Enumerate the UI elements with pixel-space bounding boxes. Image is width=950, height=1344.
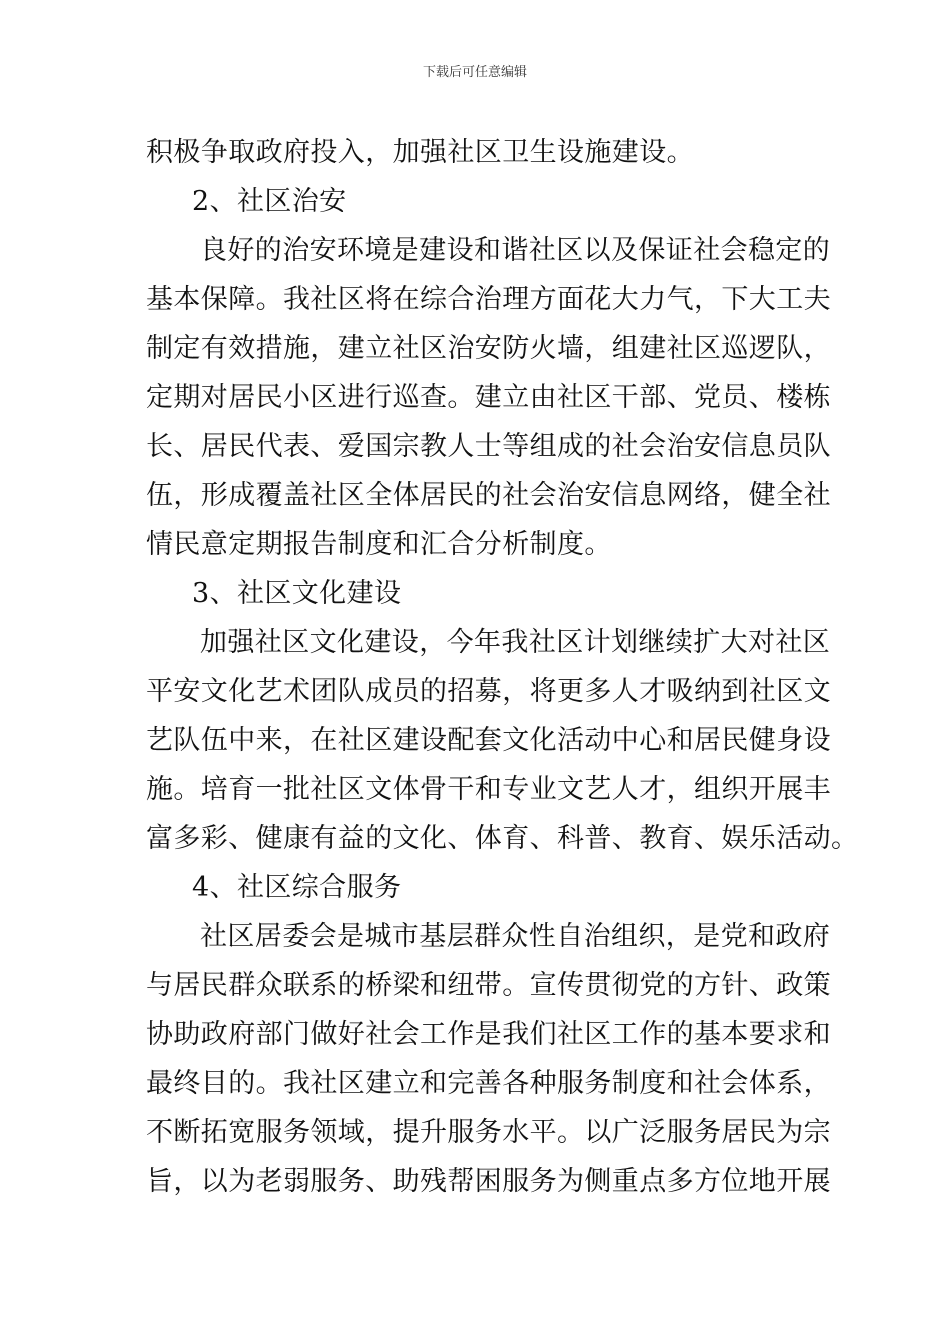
document-body	[146, 128, 859, 1206]
text-line: 积极争取政府投入，加强社区卫生设施建设。	[146, 137, 694, 168]
text-line: 基本保障。我社区将在综合治理方面花大力气，下大工夫	[146, 284, 831, 315]
text-line: 富多彩、健康有益的文化、体育、科普、教育、娱乐活动。	[146, 823, 859, 854]
text-line: 与居民群众联系的桥梁和纽带。宣传贯彻党的方针、政策	[146, 970, 831, 1001]
text-line: 良好的治安环境是建设和谐社区以及保证社会稳定的	[200, 235, 831, 266]
text-line: 长、居民代表、爱国宗教人士等组成的社会治安信息员队	[146, 431, 831, 462]
section-heading-culture: 3、社区文化建设	[192, 578, 402, 609]
text-line: 定期对居民小区进行巡查。建立由社区干部、党员、楼栋	[146, 382, 831, 413]
text-line: 旨，以为老弱服务、助残帮困服务为侧重点多方位地开展	[146, 1166, 831, 1197]
text-line: 施。培育一批社区文体骨干和专业文艺人才，组织开展丰	[146, 774, 831, 805]
text-line: 社区居委会是城市基层群众性自治组织，是党和政府	[200, 921, 831, 952]
text-line: 艺队伍中来，在社区建设配套文化活动中心和居民健身设	[146, 725, 831, 756]
page-header: 下载后可任意编辑	[422, 65, 527, 80]
text-line: 伍，形成覆盖社区全体居民的社会治安信息网络，健全社	[146, 480, 831, 511]
text-line: 平安文化艺术团队成员的招募，将更多人才吸纳到社区文	[146, 676, 831, 707]
text-line: 最终目的。我社区建立和完善各种服务制度和社会体系，	[146, 1068, 831, 1099]
text-line: 制定有效措施，建立社区治安防火墙，组建社区巡逻队，	[146, 333, 831, 364]
text-line: 不断拓宽服务领域，提升服务水平。以广泛服务居民为宗	[146, 1117, 831, 1148]
text-line: 情民意定期报告制度和汇合分析制度。	[146, 529, 612, 560]
text-line: 加强社区文化建设，今年我社区计划继续扩大对社区	[200, 627, 831, 658]
text-line: 协助政府部门做好社会工作是我们社区工作的基本要求和	[146, 1019, 831, 1050]
section-heading-public-security: 2、社区治安	[192, 186, 347, 217]
section-heading-services: 4、社区综合服务	[192, 872, 402, 903]
